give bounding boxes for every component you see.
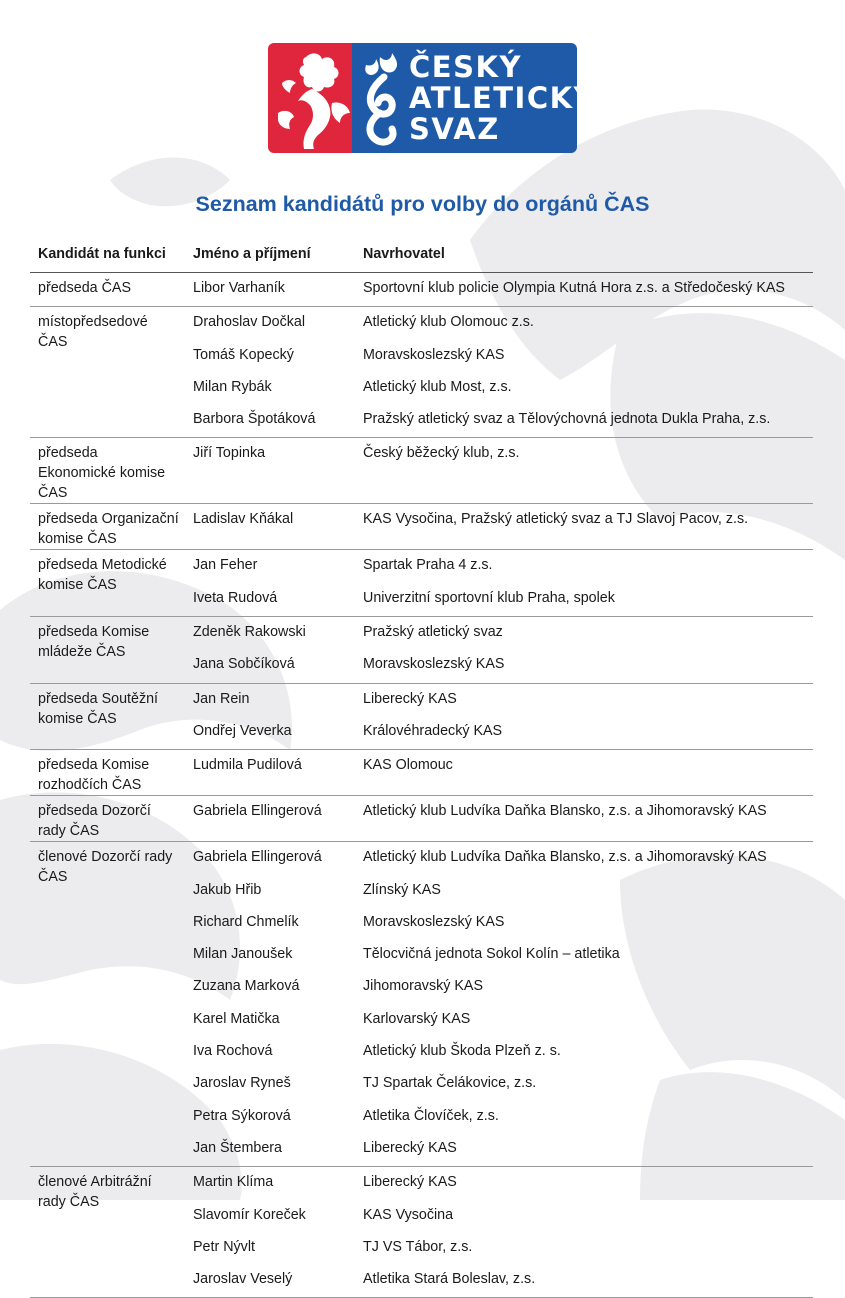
- candidate-name-cell: Iveta Rudová: [193, 589, 278, 606]
- logo-line-2: ATLETICKÝ: [409, 81, 597, 115]
- nominator-cell: Atletický klub Ludvíka Daňka Blansko, z.s. a Jihomoravský KAS: [363, 803, 767, 820]
- logo-line-3: SVAZ: [409, 112, 500, 146]
- nominator-cell: TJ VS Tábor, z.s.: [363, 1238, 473, 1255]
- role-cell: předseda Metodické komise ČAS: [38, 557, 167, 594]
- nominator-cell: KAS Vysočina: [363, 1206, 454, 1223]
- role-cell: místopředsedové ČAS: [38, 314, 148, 351]
- nominator-cell: KAS Vysočina, Pražský atletický svaz a TJ Slavoj Pacov, z.s.: [363, 511, 749, 528]
- nominator-cell: Sportovní klub policie Olympia Kutná Hora z.s. a Středočeský KAS: [363, 280, 785, 296]
- candidate-name-cell: Jan Štembera: [193, 1139, 283, 1156]
- role-cell: členové Arbitrážní rady ČAS: [38, 1174, 152, 1211]
- nominator-cell: Královéhradecký KAS: [363, 722, 503, 739]
- candidate-name-cell: Ladislav Kňákal: [193, 511, 294, 528]
- candidate-name-cell: Richard Chmelík: [193, 913, 299, 930]
- role-cell: předseda Dozorčí rady ČAS: [38, 803, 151, 840]
- candidate-name-cell: Jiří Topinka: [193, 445, 266, 462]
- column-header-nominator: Navrhovatel: [363, 246, 445, 262]
- candidate-group: [30, 1167, 813, 1298]
- nominator-cell: Atletika Človíček, z.s.: [363, 1107, 499, 1124]
- candidate-group: [30, 307, 813, 438]
- nominator-cell: Liberecký KAS: [363, 1139, 457, 1156]
- role-cell: předseda ČAS: [38, 280, 131, 296]
- nominator-cell: Zlínský KAS: [363, 881, 441, 898]
- role-cell: předseda Ekonomické komise ČAS: [38, 445, 166, 502]
- role-cell: předseda Komise rozhodčích ČAS: [38, 757, 150, 794]
- nominator-cell: Moravskoslezský KAS: [363, 346, 505, 363]
- candidate-name-cell: Zdeněk Rakowski: [193, 624, 306, 641]
- table-row: [30, 273, 813, 307]
- nominator-cell: Moravskoslezský KAS: [363, 913, 505, 930]
- candidate-name-cell: Jan Rein: [193, 690, 250, 707]
- candidate-group: [30, 842, 813, 1167]
- page-title: Seznam kandidátů pro volby do orgánů ČAS: [195, 192, 650, 216]
- nominator-cell: Atletika Stará Boleslav, z.s.: [363, 1271, 536, 1288]
- candidate-group: [30, 273, 813, 307]
- table-row: [30, 796, 813, 842]
- role-cell: členové Dozorčí rady ČAS: [38, 849, 173, 886]
- table-row: [30, 504, 813, 550]
- candidate-name-cell: Petr Nývlt: [193, 1238, 255, 1255]
- candidate-group: [30, 750, 813, 796]
- candidate-name-cell: Jaroslav Veselý: [193, 1271, 293, 1288]
- candidate-group: [30, 438, 813, 504]
- column-header-name: Jméno a příjmení: [193, 246, 311, 262]
- nominator-cell: Tělocvičná jednota Sokol Kolín – atletika: [363, 946, 620, 963]
- table-row: [30, 1167, 813, 1201]
- table-row: [30, 842, 813, 876]
- candidate-name-cell: Barbora Špotáková: [193, 411, 316, 428]
- table-row: [30, 617, 813, 651]
- nominator-cell: Jihomoravský KAS: [363, 978, 483, 995]
- nominator-cell: Univerzitní sportovní klub Praha, spolek: [363, 589, 615, 606]
- cas-logo: [268, 43, 597, 153]
- candidate-name-cell: Jaroslav Ryneš: [193, 1075, 291, 1092]
- candidates-table: [30, 240, 813, 1298]
- nominator-cell: Pražský atletický svaz a Tělovýchovná jednota Dukla Praha, z.s.: [363, 411, 771, 428]
- logo-wordmark: [409, 52, 596, 145]
- nominator-cell: KAS Olomouc: [363, 757, 453, 774]
- table-row: [30, 750, 813, 796]
- nominator-cell: Pražský atletický svaz: [363, 624, 503, 641]
- nominator-cell: Český běžecký klub, z.s.: [363, 445, 520, 462]
- nominator-cell: Liberecký KAS: [363, 690, 457, 707]
- candidate-group: [30, 796, 813, 842]
- candidate-group: [30, 617, 813, 684]
- candidate-name-cell: Gabriela Ellingerová: [193, 803, 322, 820]
- candidate-name-cell: Ludmila Pudilová: [193, 757, 302, 774]
- candidate-name-cell: Slavomír Koreček: [193, 1206, 306, 1223]
- candidate-name-cell: Martin Klíma: [193, 1174, 274, 1191]
- candidate-name-cell: Petra Sýkorová: [193, 1107, 291, 1124]
- role-cell: předseda Soutěžní komise ČAS: [38, 690, 159, 727]
- candidate-name-cell: Jan Feher: [193, 557, 258, 574]
- nominator-cell: TJ Spartak Čelákovice, z.s.: [363, 1075, 537, 1092]
- nominator-cell: Moravskoslezský KAS: [363, 656, 505, 673]
- nominator-cell: Atletický klub Ludvíka Daňka Blansko, z.s. a Jihomoravský KAS: [363, 849, 767, 866]
- candidate-name-cell: Milan Janoušek: [193, 946, 293, 963]
- candidate-name-cell: Drahoslav Dočkal: [193, 314, 306, 331]
- candidate-group: [30, 683, 813, 750]
- candidate-name-cell: Iva Rochová: [193, 1043, 273, 1060]
- nominator-cell: Atletický klub Olomouc z.s.: [363, 314, 534, 331]
- nominator-cell: Liberecký KAS: [363, 1174, 457, 1191]
- table-row: [30, 438, 813, 504]
- nominator-cell: Atletický klub Most, z.s.: [363, 378, 512, 395]
- candidate-name-cell: Milan Rybák: [193, 378, 272, 395]
- table-header: [30, 240, 813, 273]
- nominator-cell: Spartak Praha 4 z.s.: [363, 557, 493, 574]
- candidate-name-cell: Karel Matička: [193, 1010, 280, 1027]
- candidate-name-cell: Zuzana Marková: [193, 978, 300, 995]
- nominator-cell: Atletický klub Škoda Plzeň z. s.: [363, 1043, 561, 1060]
- candidate-name-cell: Tomáš Kopecký: [193, 346, 294, 363]
- table-row: [30, 550, 813, 584]
- logo-line-1: ČESKÝ: [409, 50, 522, 84]
- candidate-name-cell: Jana Sobčíková: [193, 656, 295, 673]
- candidate-name-cell: Libor Varhaník: [193, 280, 285, 296]
- candidate-name-cell: Gabriela Ellingerová: [193, 849, 322, 866]
- header-row: [30, 240, 813, 273]
- candidate-group: [30, 550, 813, 617]
- nominator-cell: Karlovarský KAS: [363, 1010, 471, 1027]
- candidate-group: [30, 504, 813, 550]
- column-header-role: Kandidát na funkci: [38, 246, 166, 262]
- table-row: [30, 683, 813, 717]
- candidate-name-cell: Ondřej Veverka: [193, 722, 292, 739]
- table-row: [30, 307, 813, 341]
- role-cell: předseda Komise mládeže ČAS: [38, 624, 150, 661]
- candidate-name-cell: Jakub Hřib: [193, 881, 262, 898]
- role-cell: předseda Organizační komise ČAS: [38, 511, 179, 548]
